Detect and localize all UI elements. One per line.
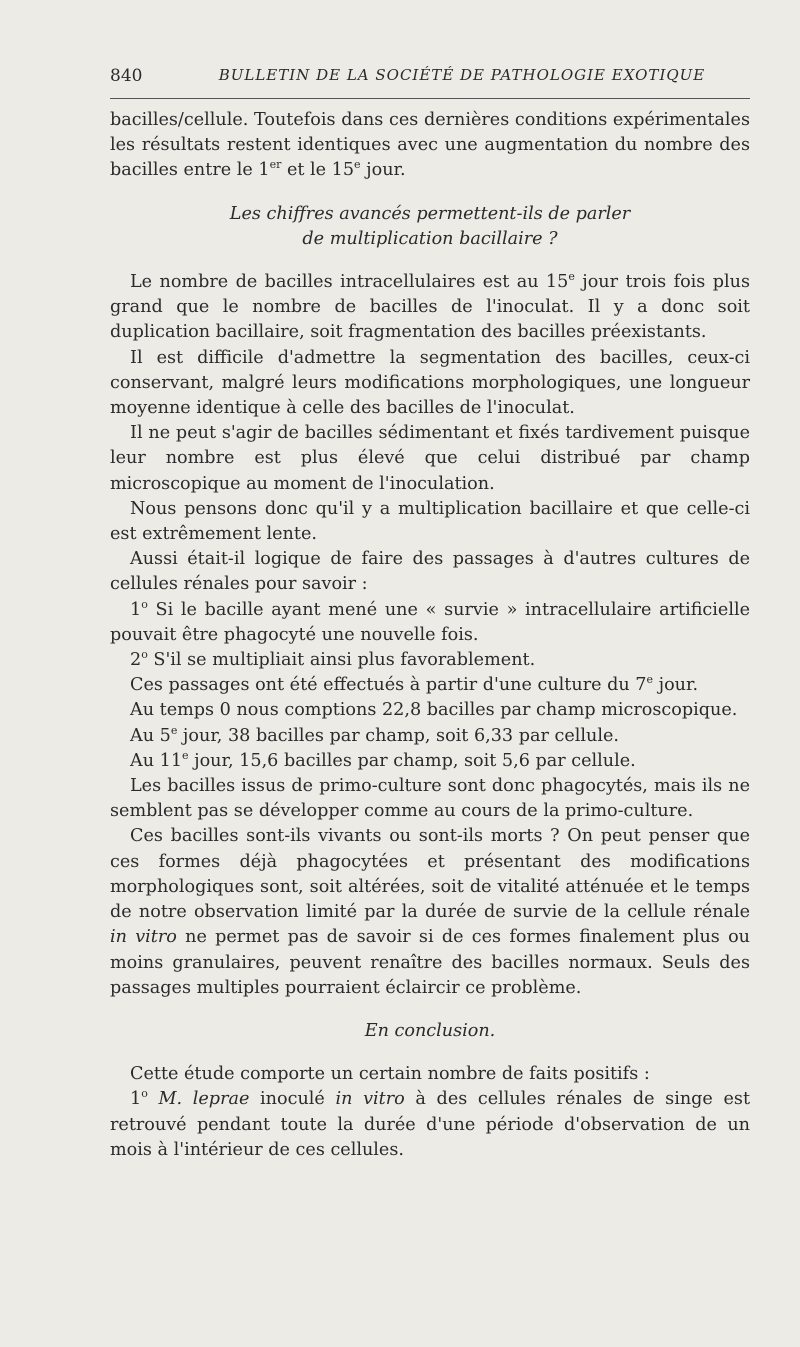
paragraph-continuation — [110, 108, 750, 184]
text-run: Au 11 — [130, 750, 183, 771]
section-heading-2: En conclusion. — [364, 1020, 496, 1041]
text-run: Ces bacilles sont-ils vivants ou sont-ils morts ? On peut penser que ces formes déjà phagocytées et présentant des modifications morphologiques sont, soit altérées, soit de vitalité atténuée et le temps de notre observation limité par la durée de survie de la cellule rénale — [110, 826, 750, 923]
running-header — [110, 66, 750, 92]
paragraph — [110, 824, 750, 1000]
spacer — [110, 252, 750, 270]
superscript: o — [141, 1087, 148, 1101]
text-run: jour, 38 bacilles par champ, soit 6,33 par cellule. — [177, 725, 619, 746]
header-rule — [110, 98, 750, 99]
list-item — [110, 598, 750, 648]
list-item — [110, 648, 750, 673]
paragraph — [110, 673, 750, 698]
heading-line: Les chiffres avancés permettent-ils de parler — [229, 203, 631, 224]
text-run: à des cellules rénales de singe est retrouvé pendant toute la durée d'une période d'observation de un mois à l'intérieur de ces cellules. — [110, 1089, 751, 1160]
page-number: 840 — [110, 66, 143, 86]
superscript: er — [269, 158, 282, 172]
text-run: Si le bacille ayant mené une « survie » intracellulaire artificielle pouvait être phagocyté une nouvelle fois. — [110, 599, 750, 645]
paragraph: Les bacilles issus de primo-culture sont donc phagocytés, mais ils ne semblent pas se développer comme au cours de la primo-culture. — [110, 776, 750, 822]
article-body — [110, 108, 750, 1163]
superscript: e — [170, 723, 178, 737]
italic-run: in vitro — [110, 927, 177, 948]
paragraph: Il est difficile d'admettre la segmentation des bacilles, ceux-ci conservant, malgré leurs modifications morphologiques, une longueur moyenne identique à celle des bacilles de l'inoculat. — [110, 347, 750, 419]
text-run: bacilles/cellule. Toutefois dans ces dernières conditions expérimentales les résultats restent identiques avec une augmentation du nombre des bacilles entre le 1 — [110, 110, 750, 181]
superscript: e — [568, 270, 575, 284]
superscript: o — [141, 597, 148, 611]
text-run: inoculé — [249, 1089, 336, 1110]
paragraph — [110, 724, 750, 749]
text-run: jour. — [653, 675, 699, 696]
spacer — [110, 1044, 750, 1062]
paragraph — [110, 749, 750, 774]
text-run: Au 5 — [130, 725, 171, 746]
paragraph: Aussi était-il logique de faire des passages à d'autres cultures de cellules rénales pour savoir : — [110, 549, 750, 595]
text-run: et le 15 — [281, 160, 355, 181]
list-number: 1 — [130, 1089, 142, 1110]
superscript: e — [354, 158, 361, 172]
list-item — [110, 1087, 750, 1163]
italic-run: in vitro — [335, 1089, 405, 1110]
heading-line: de multiplication bacillaire ? — [302, 228, 558, 249]
superscript: e — [646, 673, 654, 687]
text-run: jour, 15,6 bacilles par champ, soit 5,6 par cellule. — [188, 750, 636, 771]
list-number: 2 — [130, 650, 142, 671]
text-run: jour trois fois plus grand que le nombre de bacilles de l'inoculat. Il y a donc soit duplication bacillaire, soit fragmentation des bacilles préexistants. — [110, 272, 750, 343]
text-run: jour. — [360, 160, 406, 181]
spacer — [110, 184, 750, 202]
paragraph — [110, 270, 750, 346]
journal-title: BULLETIN DE LA SOCIÉTÉ DE PATHOLOGIE EXOTIQUE — [218, 66, 706, 84]
text-run: S'il se multipliait ainsi plus favorablement. — [147, 650, 536, 671]
section-heading-1 — [110, 202, 750, 252]
list-number: 1 — [130, 599, 142, 620]
italic-run: M. leprae — [158, 1089, 250, 1110]
paragraph: Il ne peut s'agir de bacilles sédimentant et fixés tardivement puisque leur nombre est plus élevé que celui distribué par champ microscopique au moment de l'inoculation. — [110, 423, 750, 494]
superscript: o — [141, 648, 148, 662]
paragraph: Nous pensons donc qu'il y a multiplication bacillaire et que celle-ci est extrêmement lente. — [110, 498, 750, 545]
paragraph: Au temps 0 nous comptions 22,8 bacilles par champ microscopique. — [130, 700, 738, 721]
text-run: ne permet pas de savoir si de ces formes finalement plus ou moins granulaires, peuvent renaître des bacilles normaux. Seuls des passages multiples pourraient éclaircir ce problème. — [110, 927, 750, 998]
spacer — [110, 1001, 750, 1019]
superscript: e — [182, 749, 189, 763]
paragraph: Cette étude comporte un certain nombre de faits positifs : — [130, 1064, 650, 1085]
text-run: Ces passages ont été effectués à partir d'une culture du 7 — [130, 675, 647, 696]
text-run: Le nombre de bacilles intracellulaires est au 15 — [130, 272, 569, 293]
